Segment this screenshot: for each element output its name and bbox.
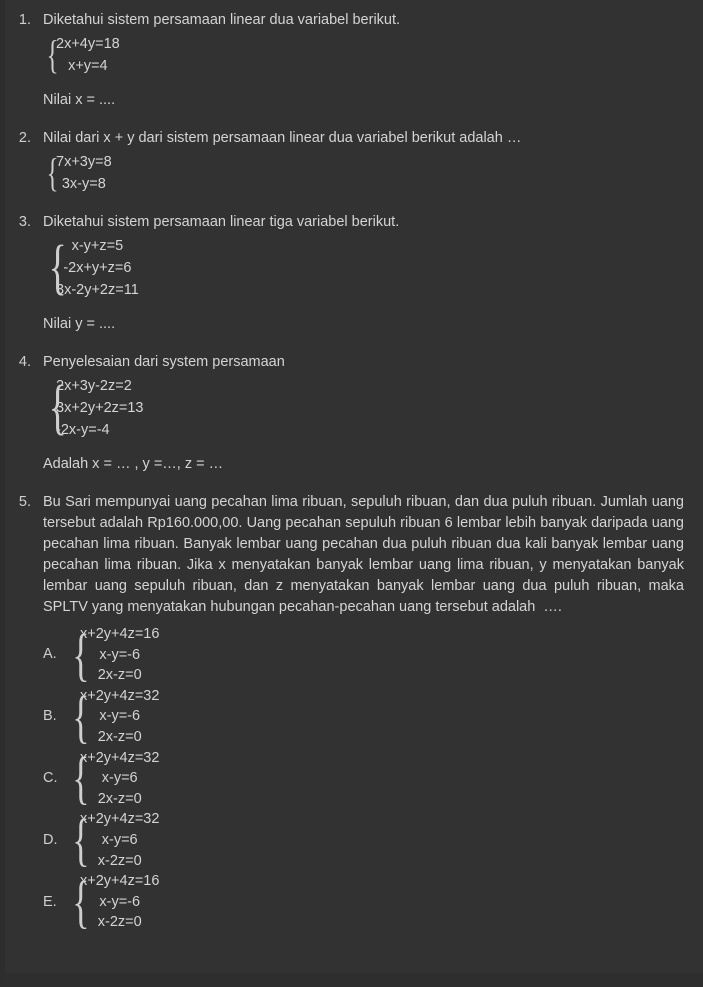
equation: -2x-y=-4 — [56, 422, 110, 438]
choice-c[interactable] — [43, 745, 687, 811]
question-4-system — [43, 375, 687, 441]
question-2-number: 2. — [18, 130, 31, 146]
equation: x-y+z=5 — [71, 238, 124, 254]
question-3-stem: Diketahui sistem persamaan linear tiga variabel berikut. — [43, 214, 400, 230]
choice-e[interactable] — [43, 871, 687, 933]
equation: 2x+3y-2z=2 — [56, 378, 132, 394]
choice-e-equations — [80, 871, 159, 933]
brace-icon: { — [48, 374, 67, 442]
brace-icon: { — [48, 234, 67, 302]
choice-b[interactable] — [43, 683, 687, 749]
brace-icon: { — [72, 807, 90, 873]
choice-b-equations — [80, 686, 159, 748]
question-4-number: 4. — [18, 354, 31, 370]
choice-a-system — [67, 621, 160, 687]
question-3-number: 3. — [18, 214, 31, 230]
equation: x+2y+4z=32 — [80, 811, 160, 828]
equation: 2x+4y=18 — [56, 36, 120, 52]
question-1-equations — [56, 33, 120, 77]
question-5 — [5, 492, 687, 618]
equation: x+2y+4z=32 — [80, 687, 160, 704]
answer-choices — [5, 621, 687, 935]
equation: 2x-z=0 — [97, 728, 142, 745]
brace-icon: { — [72, 869, 90, 935]
equation: x-y=-6 — [99, 893, 141, 910]
question-2-stem: Nilai dari x + y dari sistem persamaan linear dua variabel berikut adalah … — [43, 130, 522, 146]
brace-icon: { — [46, 150, 59, 195]
question-2-system — [43, 151, 687, 195]
brace-icon: { — [72, 621, 90, 687]
brace-icon: { — [72, 683, 90, 749]
question-4-equations — [56, 375, 143, 441]
equation: x-2z=0 — [97, 914, 142, 931]
choice-e-system — [67, 871, 159, 933]
question-2-equations — [56, 151, 112, 195]
choice-e-letter: E. — [43, 893, 57, 910]
choice-a-equations — [80, 624, 159, 686]
brace-icon: { — [72, 745, 90, 811]
brace-icon: { — [46, 32, 59, 77]
equation: -2x+y+z=6 — [63, 260, 132, 276]
equation: 3x-y=8 — [61, 176, 106, 192]
equation: x-y=6 — [101, 831, 138, 848]
equation: 7x+3y=8 — [56, 154, 112, 170]
question-3-equations — [56, 235, 139, 301]
choice-d-system — [67, 809, 159, 871]
question-3-answer-prompt: Nilai y = .... — [43, 316, 116, 332]
question-5-stem: Bu Sari mempunyai uang pecahan lima ribuan, sepuluh ribuan, dan dua puluh ribuan. Jumlah uang tersebut adalah Rp160.000,00. Uang pecahan sepuluh ribuan 6 lembar lebih banyak daripada uang pecahan lima ribuan. Banyak lembar uang pecahan dua puluh ribuan dua kali banyak lembar uang pecahan lima ribuan. Jika x menyatakan banyak lembar uang lima ribuan, y menyatakan banyak lembar uang sepuluh ribuan, dan z menyatakan banyak lembar uang dua puluh ribuan, maka SPLTV yang menyatakan hubungan pecahan-pecahan uang tersebut adalah …. — [43, 494, 689, 615]
choice-b-system — [67, 683, 160, 749]
equation: 2x-z=0 — [97, 667, 142, 684]
question-5-number: 5. — [18, 494, 31, 510]
choice-d-equations — [80, 809, 159, 871]
question-1-number: 1. — [18, 12, 31, 28]
equation: x-y=-6 — [99, 708, 141, 725]
equation: 2x-z=0 — [97, 790, 142, 807]
choice-c-letter: C. — [43, 769, 58, 786]
choice-d[interactable] — [43, 809, 687, 871]
equation: x-y=6 — [101, 770, 138, 787]
question-1-system — [43, 33, 687, 77]
question-2 — [5, 128, 687, 195]
choice-b-letter: B. — [43, 708, 57, 725]
equation: x+y=4 — [68, 58, 108, 74]
equation: x+2y+4z=16 — [80, 626, 160, 642]
choice-d-letter: D. — [43, 831, 58, 848]
choice-a[interactable] — [43, 621, 687, 687]
question-4-answer-prompt: Adalah x = … , y =…, z = … — [43, 456, 224, 472]
question-3 — [5, 212, 687, 335]
question-1-answer-prompt: Nilai x = .... — [43, 92, 116, 108]
choice-c-system — [67, 745, 160, 811]
question-1 — [5, 10, 687, 111]
worksheet-content — [5, 0, 703, 933]
choice-c-equations — [80, 748, 159, 810]
equation: x+2y+4z=32 — [80, 749, 160, 766]
equation: x+2y+4z=16 — [80, 873, 160, 890]
equation: x-2z=0 — [97, 852, 142, 869]
question-4 — [5, 352, 687, 475]
question-3-system — [43, 235, 687, 301]
question-4-stem: Penyelesaian dari system persamaan — [43, 354, 285, 370]
choice-a-letter: A. — [43, 646, 57, 663]
equation: x-y=-6 — [99, 646, 141, 663]
equation: 3x+2y+2z=13 — [56, 400, 144, 416]
question-1-stem: Diketahui sistem persamaan linear dua variabel berikut. — [43, 12, 401, 28]
equation: 3x-2y+2z=11 — [56, 282, 139, 298]
